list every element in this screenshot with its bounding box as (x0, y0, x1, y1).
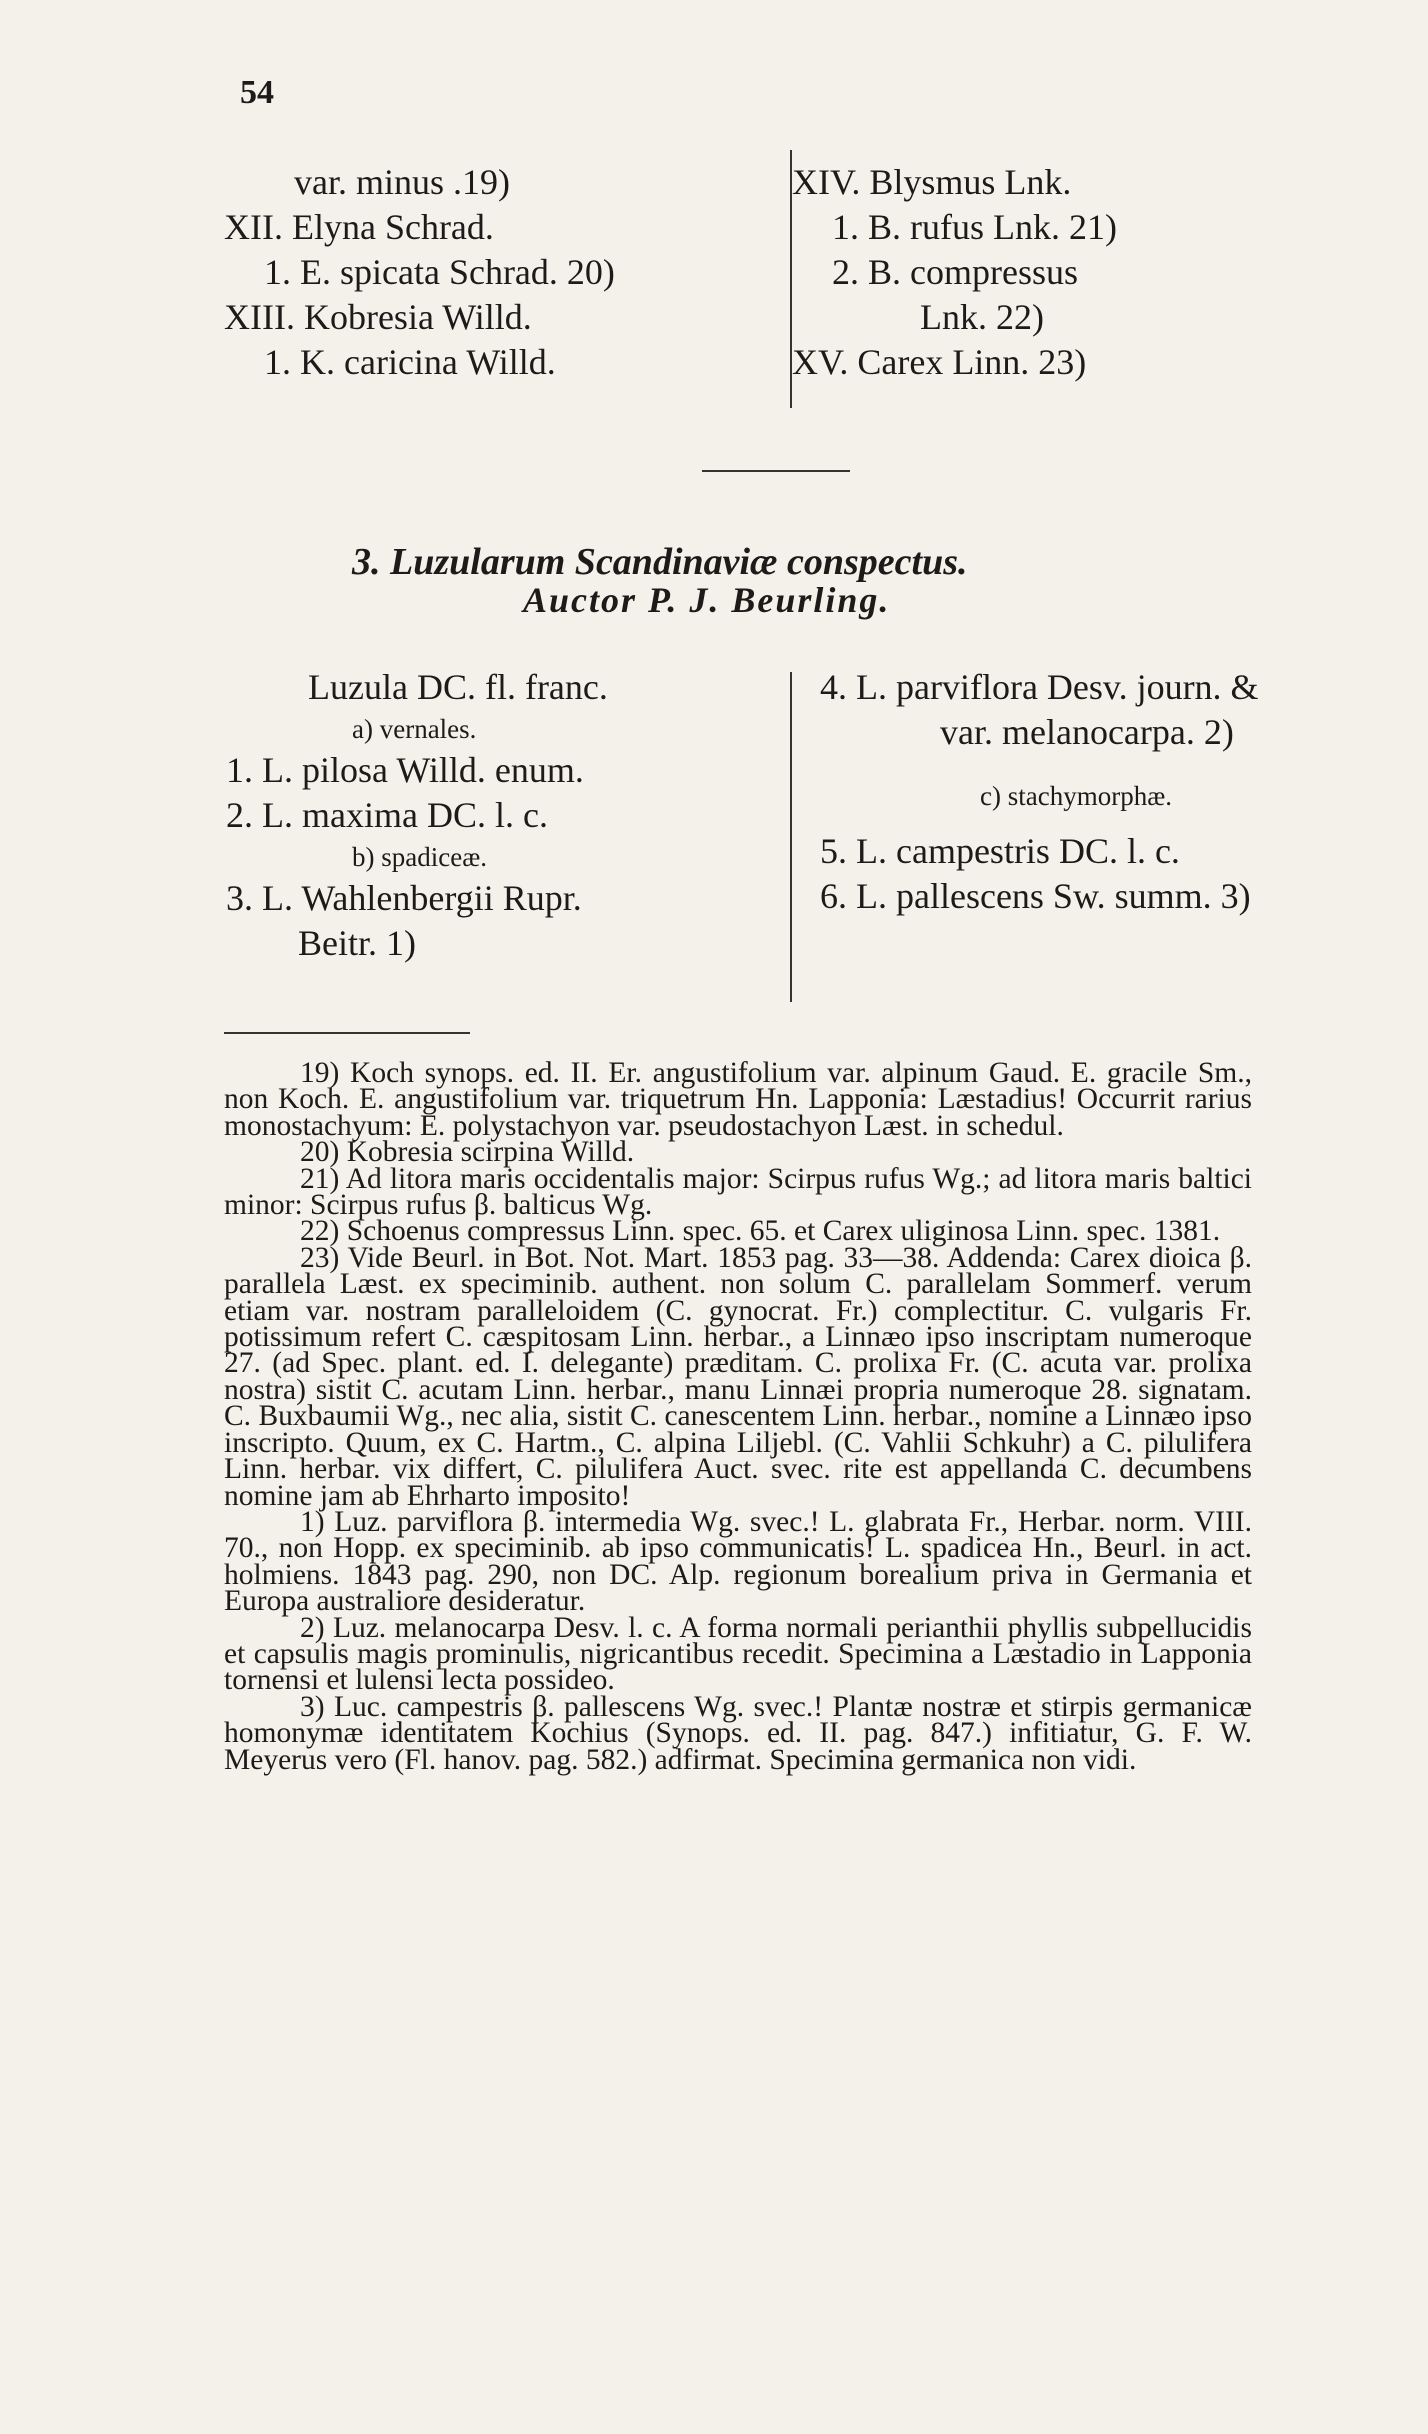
footnote: 3) Luc. campestris β. pallescens Wg. svec.! Plantæ nostræ et stirpis germanicæ homonymæ identitatem Kochius (Synops. ed. II. pag. 847.) infitiatur, G. F. W. Meyerus vero (Fl. hanov. pag. 582.) adfirmat. Specimina germanica non vidi. (224, 1690, 1252, 1776)
footnote: 22) Schoenus compressus Linn. spec. 65. et Carex uliginosa Linn. spec. 1381. (300, 1215, 1221, 1248)
page-number: 54 (240, 74, 274, 111)
genus-entry: XIV. Blysmus Lnk. (792, 162, 1072, 202)
species-entry: 1. L. pilosa Willd. enum. (226, 750, 584, 790)
species-entry: 2. L. maxima DC. l. c. (226, 795, 548, 835)
genus-entry: XIII. Kobresia Willd. (224, 297, 532, 337)
genera-list-right (792, 160, 1272, 385)
footnote-rule (224, 1032, 470, 1034)
subsection-label: a) vernales. (352, 714, 477, 744)
footnote: 23) Vide Beurl. in Bot. Not. Mart. 1853 pag. 33—38. Addenda: Carex dioica β. parallela Læst. ex speciminib. authent. non solum C. parallelam Sommerf. verum etiam var. nostram paralleloidem (C. gynocrat. Fr.) complectitur. C. vulgaris Fr. potissimum refert C. cæspitosam Linn. herbar., a Linnæo ipso inscriptam numeroque 27. (ad Spec. plant. ed. I. delegante) præditam. C. prolixa Fr. (C. acuta var. prolixa nostra) sistit C. acutam Linn. herbar., manu Linnæi propria numeroque 28. signatam. C. Buxbaumii Wg., nec alia, sistit C. canescentem Linn. herbar., nomine a Linnæo ipso inscripto. Quum, ex C. Hartm., C. alpina Liljebl. (C. Vahlii Schkuhr) a C. pilulifera Linn. herbar. vix differt, C. pilulifera Auct. svec. rite est appellanda C. decumbens nomine jam ab Ehrharto imposito! (224, 1241, 1252, 1512)
genera-list-left (224, 160, 784, 385)
genus-entry: XV. Carex Linn. 23) (792, 342, 1087, 382)
genus-entry: Lnk. 22) (920, 297, 1044, 337)
section-rule (702, 470, 850, 472)
footnote: 1) Luz. parviflora β. intermedia Wg. svec.! L. glabrata Fr., Herbar. norm. VIII. 70., non Hopp. ex speciminib. ab ipso communicatis! L. spadicea Hn., Beurl. in act. holmiens. 1843 pag. 290, non DC. Alp. regionum borealium priva in Germania et Europa australiore desideratur. (224, 1505, 1252, 1618)
section-author: Auctor P. J. Beurling. (523, 580, 891, 620)
species-entry: var. melanocarpa. 2) (940, 712, 1234, 752)
footnote: 21) Ad litora maris occidentalis major: Scirpus rufus Wg.; ad litora maris baltici minor: Scirpus rufus β. balticus Wg. (224, 1162, 1252, 1222)
genus-entry: XII. Elyna Schrad. (224, 207, 494, 247)
genus-entry: 1. K. caricina Willd. (264, 342, 556, 382)
species-entry: Beitr. 1) (298, 923, 416, 963)
subsection-label: c) stachymorphæ. (980, 781, 1172, 811)
species-entry: 6. L. pallescens Sw. summ. 3) (820, 876, 1251, 916)
genus-entry: 1. E. spicata Schrad. 20) (264, 252, 615, 292)
footnotes (224, 1057, 1252, 1776)
species-entry: 3. L. Wahlenbergii Rupr. (226, 878, 582, 918)
footnote: 20) Kobresia scirpina Willd. (300, 1136, 635, 1169)
species-entry: Luzula DC. fl. franc. (308, 667, 608, 707)
species-entry (820, 755, 1290, 777)
footnote: 19) Koch synops. ed. II. Er. angustifolium var. alpinum Gaud. E. gracile Sm., non Koch. E. angustifolium var. triquetrum Hn. Lapponia: Læstadius! Occurrit rarius monostachyum: E. polystachyon var. pseudostachyon Læst. in schedul. (224, 1057, 1252, 1142)
genus-entry: var. minus .19) (294, 162, 510, 202)
luzula-list-right (820, 665, 1290, 919)
section-heading: 3. Luzularum Scandinaviæ conspectus. (352, 541, 968, 583)
genus-entry: 1. B. rufus Lnk. 21) (832, 207, 1117, 247)
subsection-label: b) spadiceæ. (352, 842, 487, 872)
luzula-list-left (226, 665, 778, 966)
genus-entry: 2. B. compressus (832, 252, 1078, 292)
footnote: 2) Luz. melanocarpa Desv. l. c. A forma normali perianthii phyllis subpellucidis et capsulis magis prominulis, nigricantibus recedit. Specimina a Læstadio in Lapponia tornensi et lulensi lecta possideo. (224, 1611, 1252, 1697)
column-divider (790, 672, 792, 1002)
species-entry: 5. L. campestris DC. l. c. (820, 831, 1180, 871)
species-entry: 4. L. parviflora Desv. journ. & (820, 667, 1259, 707)
